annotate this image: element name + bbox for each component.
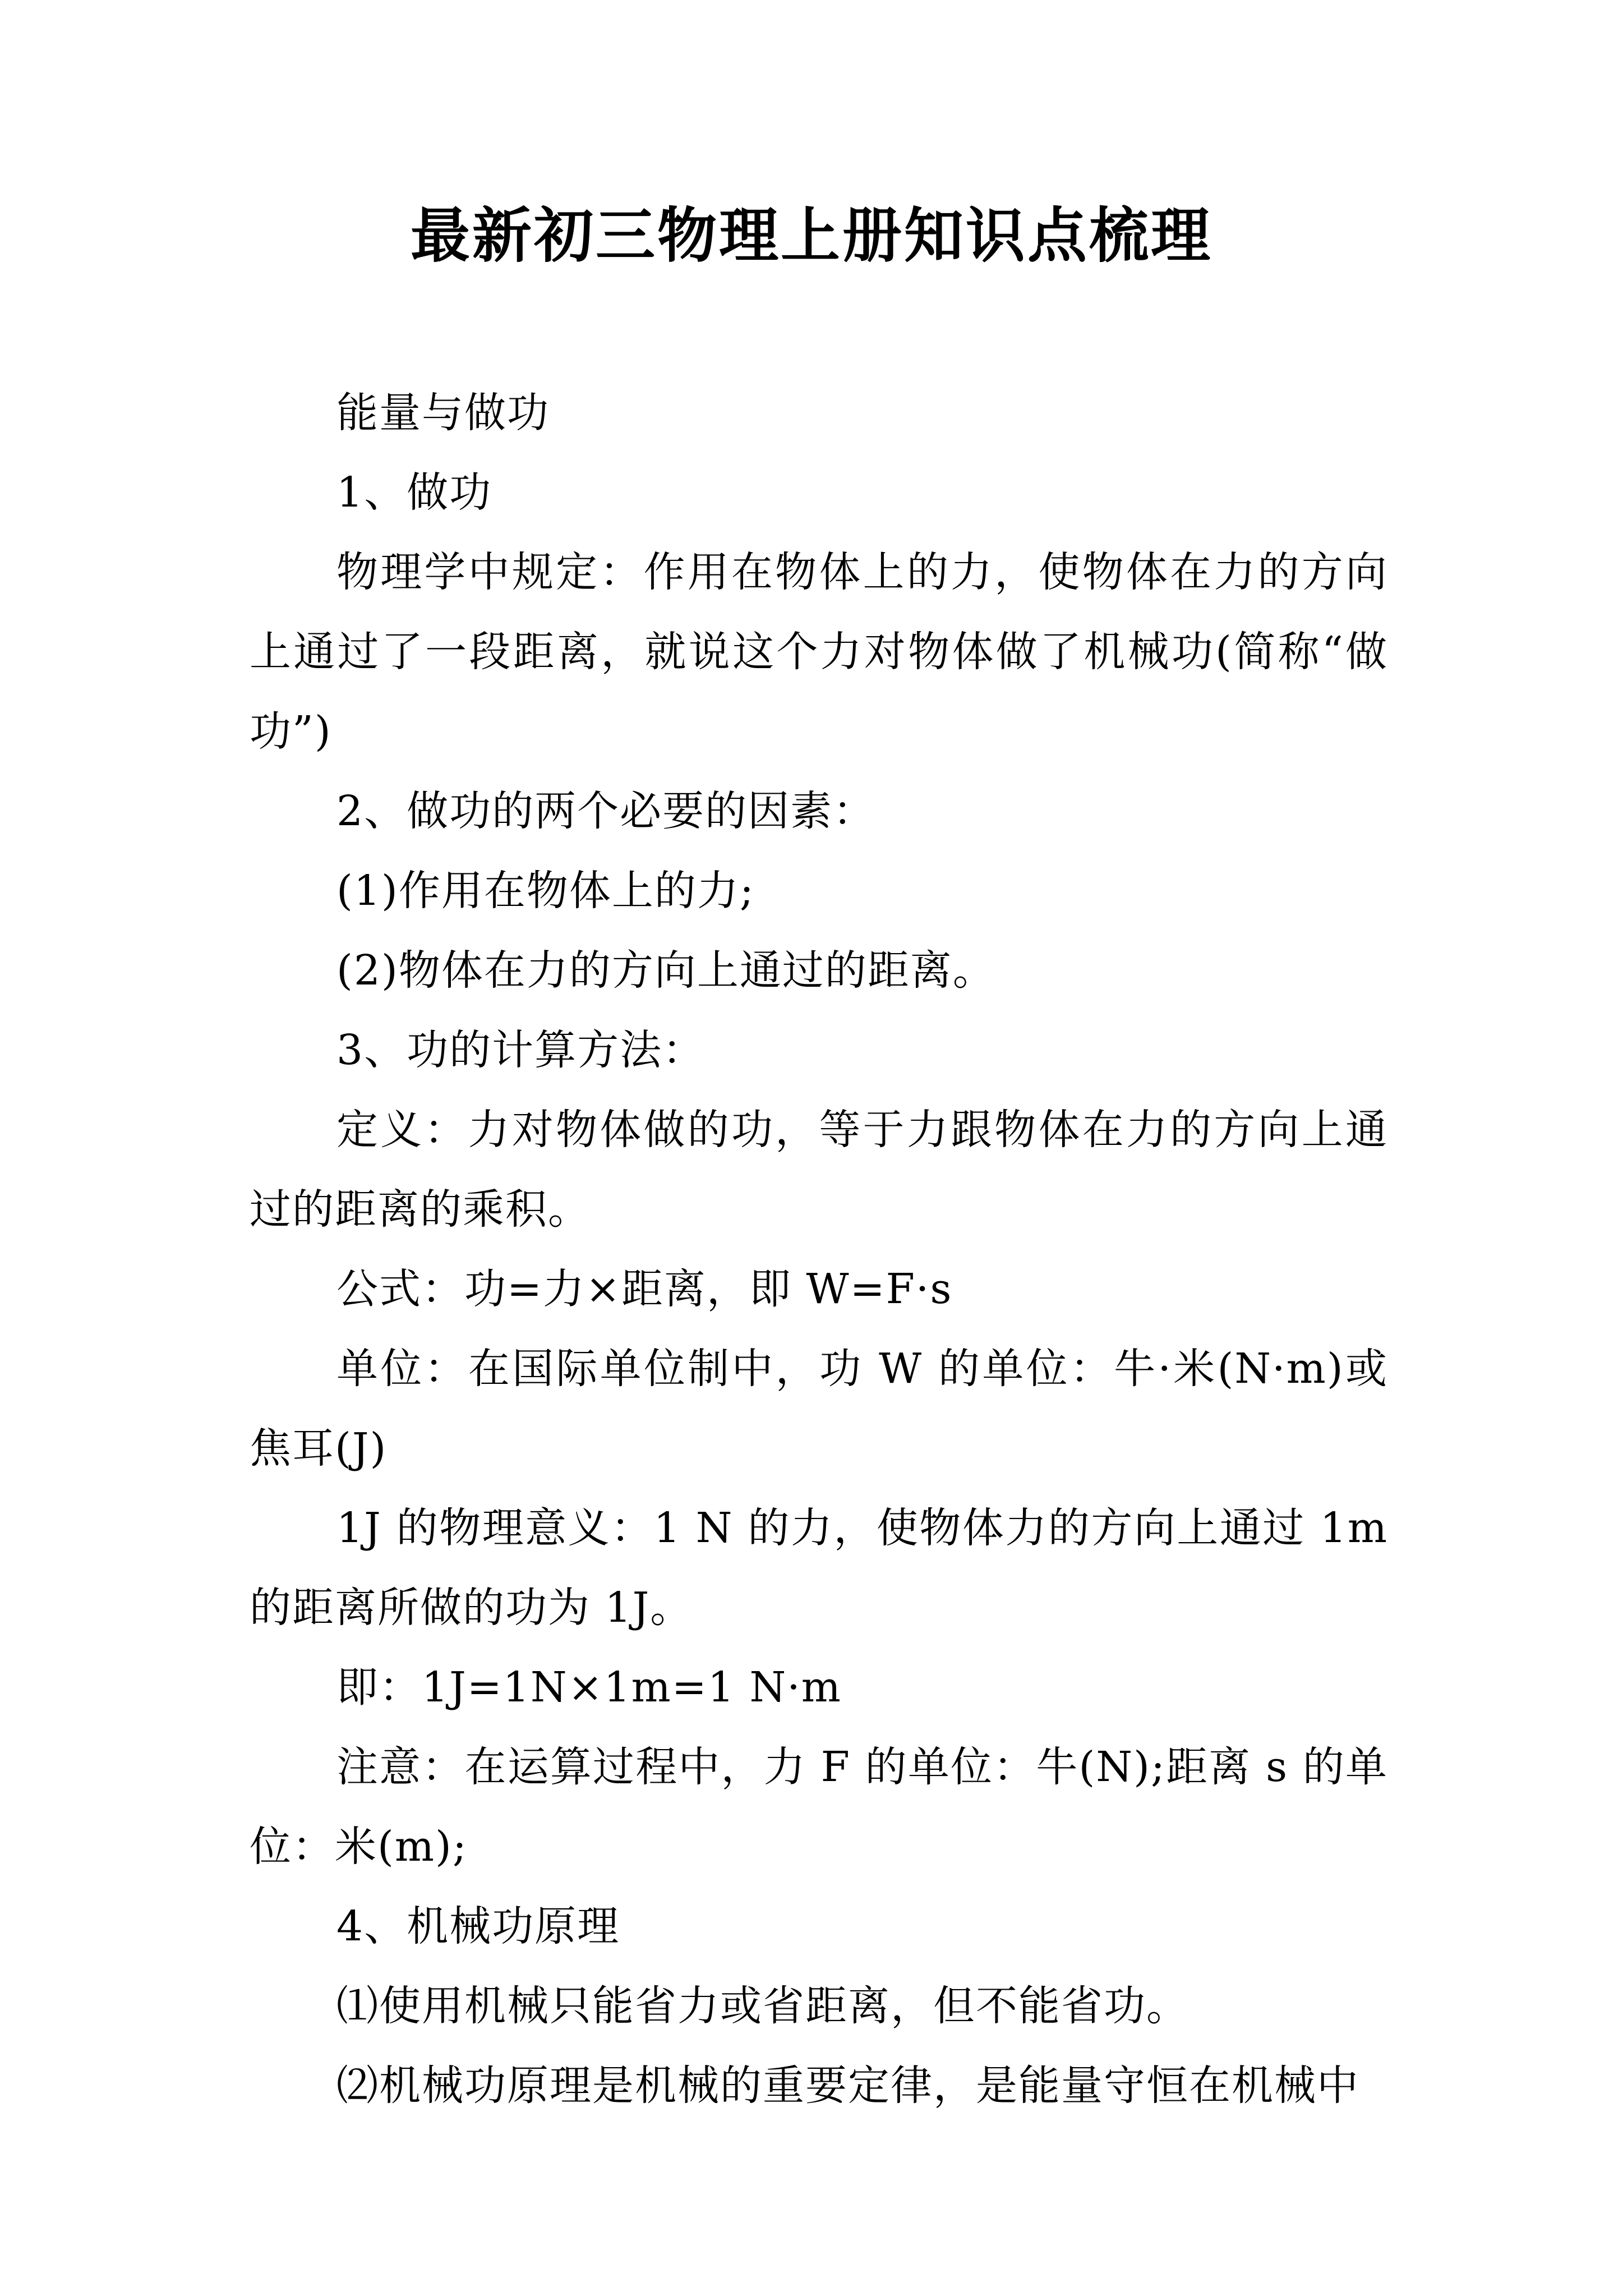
item-heading-calculation: 3、功的计算方法： bbox=[336, 1026, 706, 1074]
joule-meaning: 1J 的物理意义：1 N 的力，使物体力的方向上通过 1m 的距离所做的功为 1J。 bbox=[250, 1504, 1388, 1632]
item-heading-principle: 4、机械功原理 bbox=[336, 1902, 620, 1950]
item-heading-factors: 2、做功的两个必要的因素： bbox=[336, 787, 876, 835]
principle-one: ⑴使用机械只能省力或省距离，但不能省功。 bbox=[336, 1982, 1189, 2030]
calc-formula: 公式：功=力×距离，即 W=F·s bbox=[336, 1265, 953, 1313]
joule-equation: 即：1J=1N×1m=1 N·m bbox=[336, 1663, 842, 1711]
calc-definition: 定义：力对物体做的功，等于力跟物体在力的方向上通过的距离的乘积。 bbox=[250, 1106, 1388, 1234]
principle-two: ⑵机械功原理是机械的重要定律，是能量守恒在机械中 bbox=[336, 2062, 1359, 2110]
definition-paragraph: 物理学中规定：作用在物体上的力，使物体在力的方向上通过了一段距离，就说这个力对物体做了机械功(简称“做功”) bbox=[250, 548, 1388, 756]
units-note: 注意：在运算过程中，力 F 的单位：牛(N);距离 s 的单位：米(m); bbox=[250, 1743, 1388, 1871]
calc-unit: 单位：在国际单位制中，功 W 的单位：牛·米(N·m)或焦耳(J) bbox=[250, 1345, 1388, 1473]
item-heading-work: 1、做功 bbox=[336, 468, 492, 517]
document-title: 最新初三物理上册知识点梳理 bbox=[411, 200, 1212, 270]
document-body bbox=[250, 373, 1388, 2125]
factor-one: (1)作用在物体上的力; bbox=[336, 867, 755, 915]
factor-two: (2)物体在力的方向上通过的距离。 bbox=[336, 946, 995, 995]
section-heading-energy-work: 能量与做功 bbox=[336, 389, 550, 437]
